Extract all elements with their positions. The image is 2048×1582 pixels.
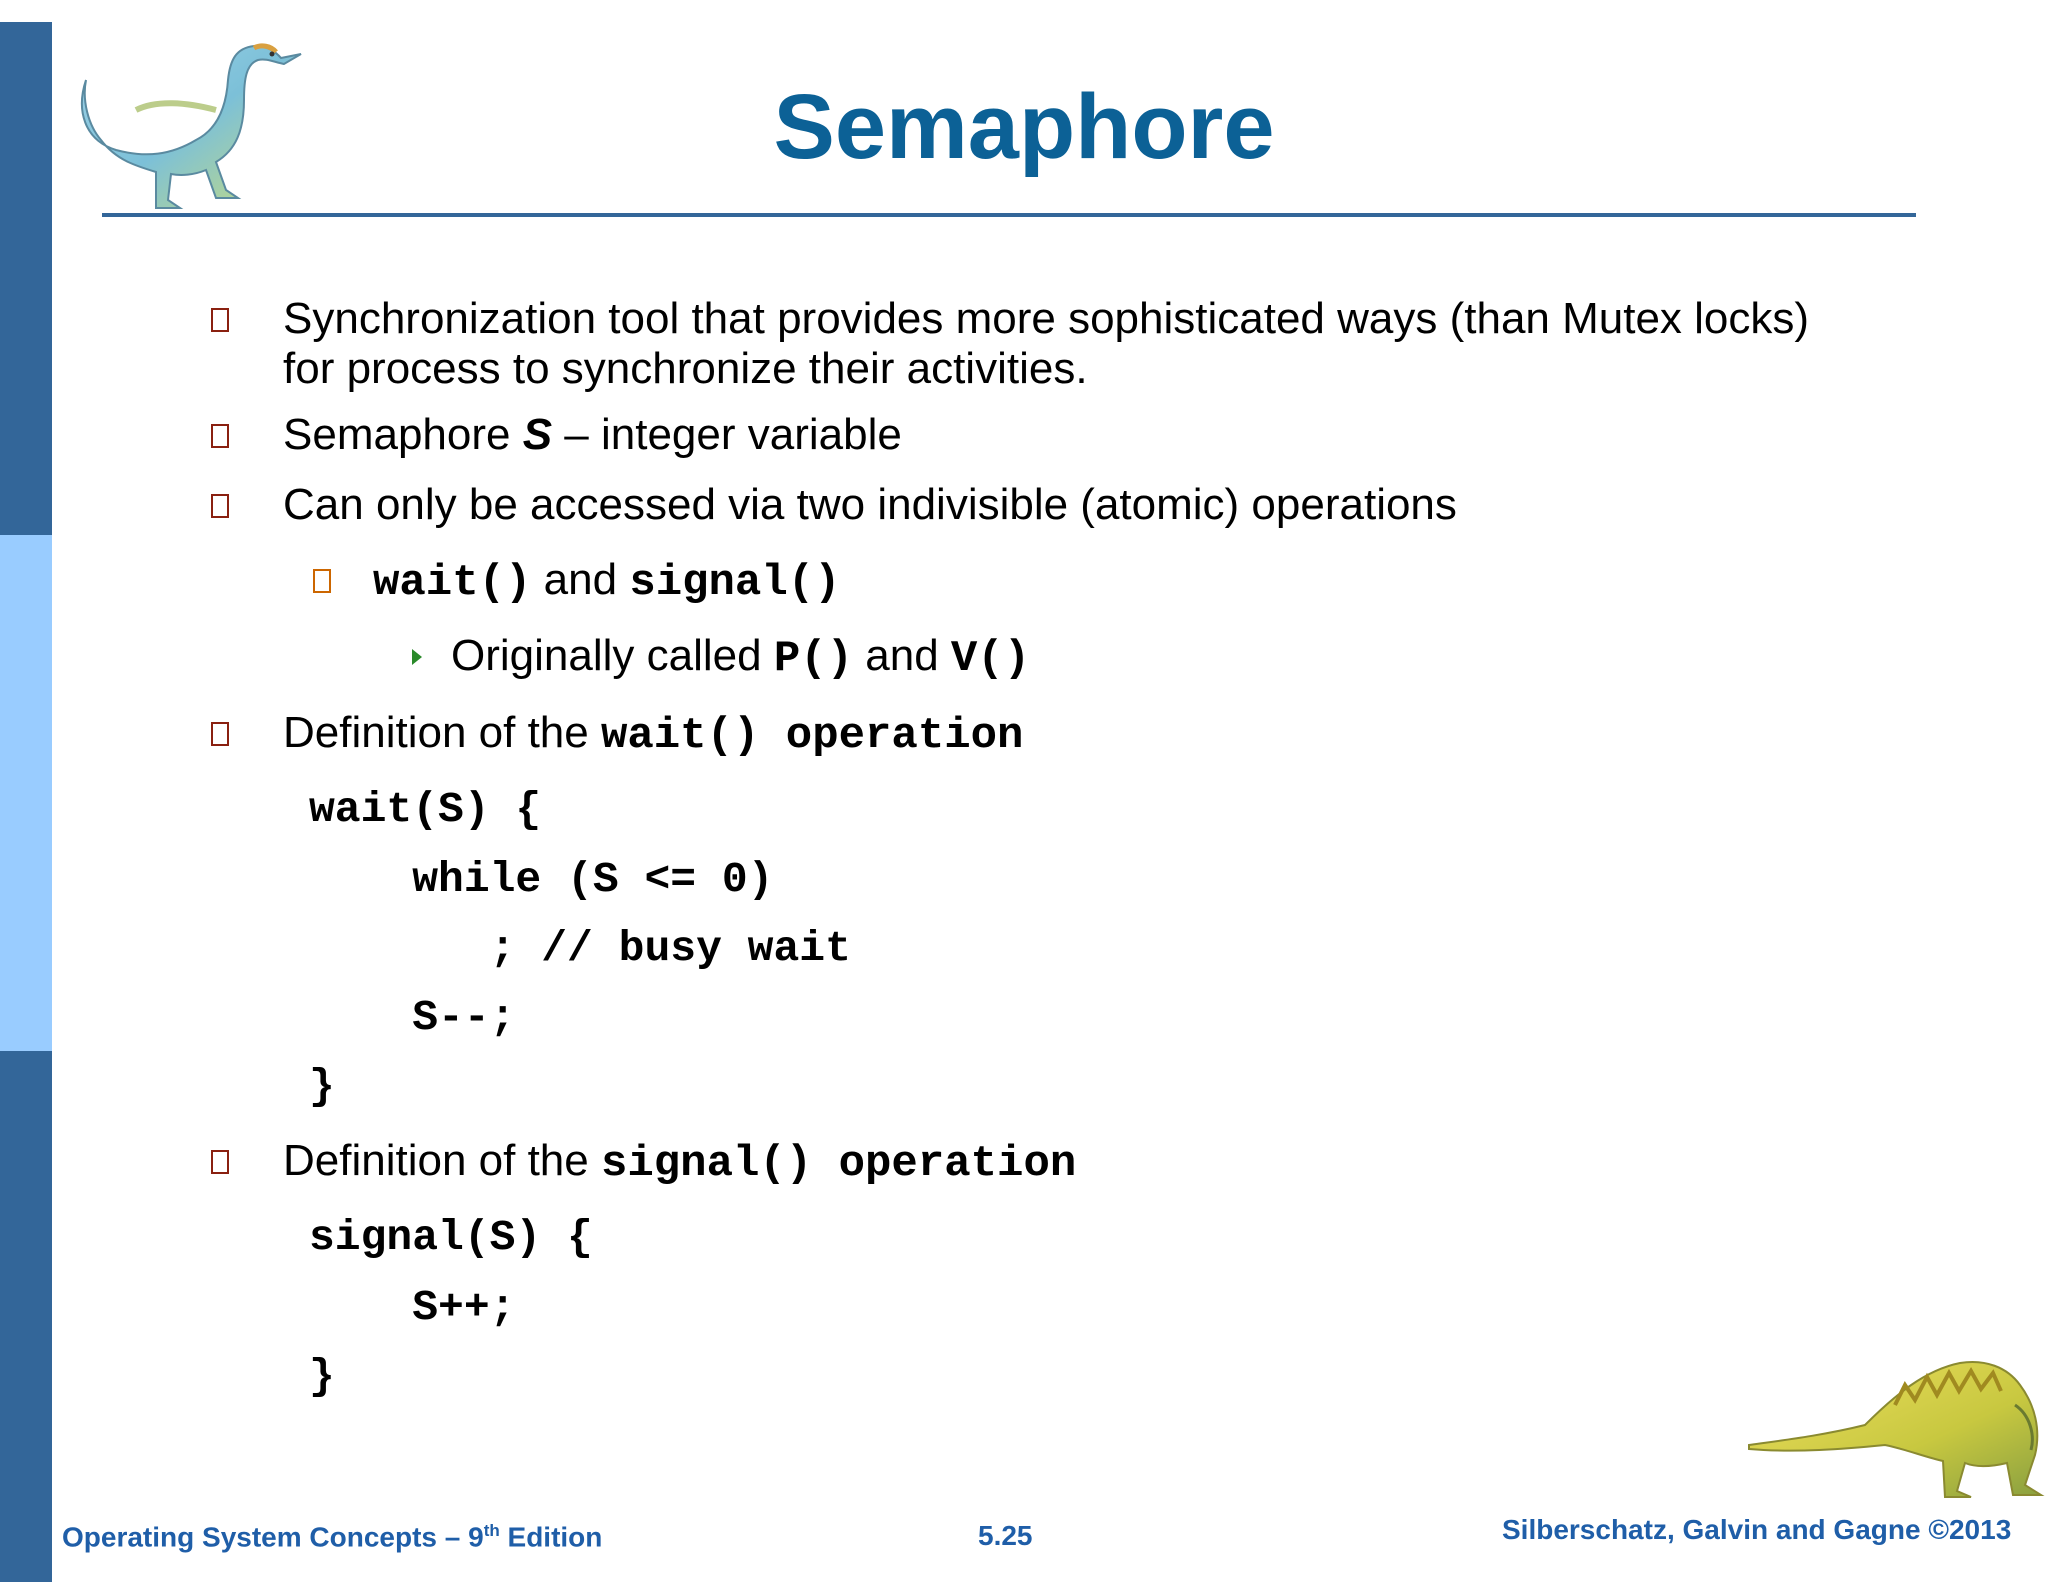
code-line: signal(S) { (309, 1213, 593, 1262)
code-line: S++; (309, 1283, 516, 1332)
code-signal: signal() (629, 558, 841, 608)
code-p: P() (773, 634, 854, 684)
semaphore-symbol: S (522, 410, 553, 459)
square-bullet-icon (211, 308, 229, 332)
square-bullet-icon (211, 1150, 229, 1174)
footer-edition-text: Edition (499, 1521, 603, 1553)
square-bullet-icon (211, 722, 229, 746)
sub-sub-bullet-text: and (853, 631, 951, 680)
square-bullet-icon (313, 569, 331, 593)
square-bullet-icon (211, 494, 229, 518)
dinosaur-bottom-icon (1745, 1345, 2045, 1500)
bullet-text-line: Synchronization tool that provides more sophisticated ways (than Mutex locks) (283, 294, 1810, 343)
code-line: } (309, 1062, 335, 1111)
code-line: while (S <= 0) (309, 855, 774, 904)
sidebar-band-bottom (0, 1051, 52, 1582)
footer-book-title (62, 1521, 602, 1553)
title-divider (102, 213, 1916, 217)
code-line: wait(S) { (309, 785, 542, 834)
bullet-text: – integer variable (552, 410, 902, 459)
code-v: V() (950, 634, 1031, 684)
bullet-text-line: for process to synchronize their activities. (283, 344, 1088, 393)
sub-bullet-text: and (531, 555, 630, 604)
bullet-text: Definition of the (283, 1136, 601, 1185)
footer-edition-sup: th (483, 1521, 500, 1540)
bullet-text: Semaphore (283, 410, 523, 459)
code-wait-operation: wait() operation (600, 711, 1024, 761)
code-line: S--; (309, 993, 516, 1042)
footer-book-title-text: Operating System Concepts – 9 (62, 1521, 484, 1553)
code-line: } (309, 1352, 335, 1401)
sub-sub-bullet-text: Originally called (451, 631, 774, 680)
left-sidebar (0, 0, 52, 1582)
footer-page-number: 5.25 (978, 1520, 1033, 1551)
triangle-bullet-icon (412, 649, 422, 665)
code-signal-operation: signal() operation (600, 1139, 1077, 1189)
bullet-text: Definition of the (283, 708, 601, 757)
code-wait: wait() (373, 558, 532, 608)
slide-title: Semaphore (773, 76, 1275, 178)
bullet-text: Can only be accessed via two indivisible (atomic) operations (283, 480, 1457, 529)
sidebar-band-middle (0, 535, 52, 1051)
footer-authors: Silberschatz, Galvin and Gagne ©2013 (1502, 1514, 2012, 1545)
square-bullet-icon (211, 424, 229, 448)
code-line: ; // busy wait (309, 924, 851, 973)
